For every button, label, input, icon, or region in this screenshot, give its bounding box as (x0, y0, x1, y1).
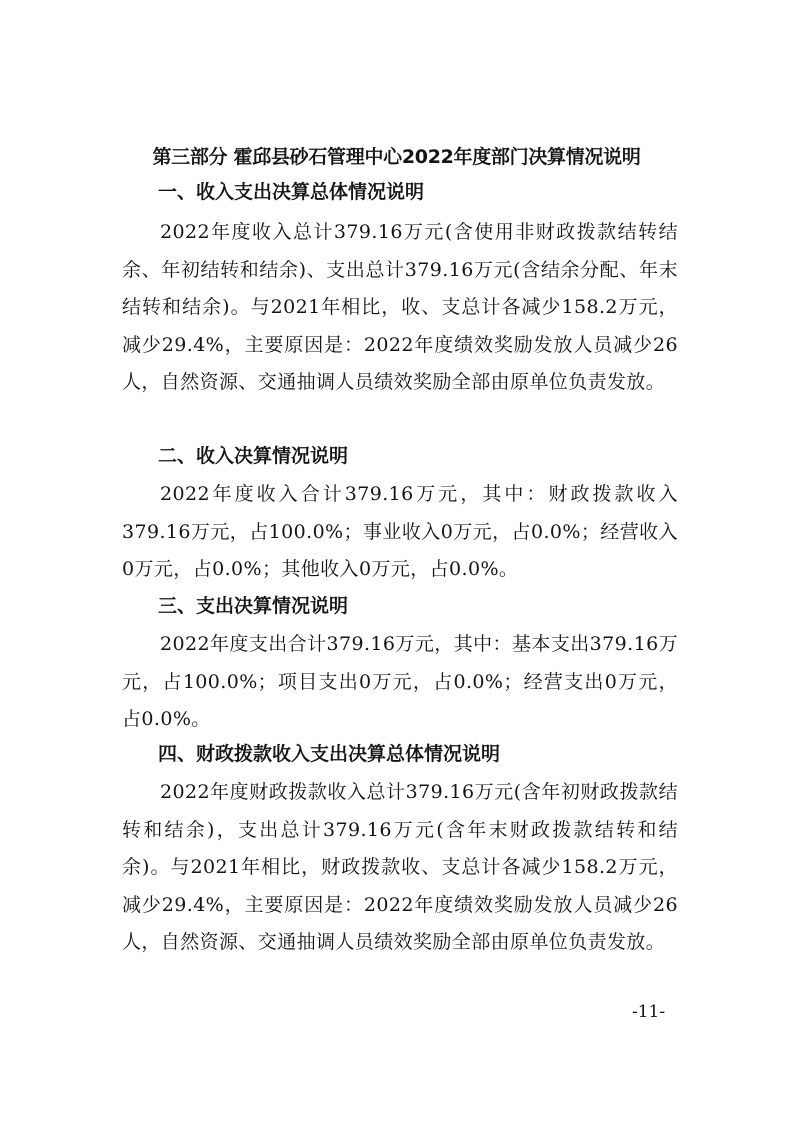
page-number: -11- (632, 1002, 666, 1022)
section-heading-income: 二、收入决算情况说明 (158, 445, 349, 467)
section-heading-expense: 三、支出决算情况说明 (158, 595, 349, 617)
section-body-income: 2022年度收入合计379.16万元，其中：财政拨款收入379.16万元，占100.0%；事业收入0万元，占0.0%；经营收入0万元，占0.0%；其他收入0万元，占0.0%。 (122, 483, 678, 580)
section-body-fiscal-appropriation: 2022年度财政拨款收入总计379.16万元(含年初财政拨款结转和结余)，支出总计379.16万元(含年末财政拨款结转和结余)。与2021年相比，财政拨款收、支总计各减少158.2万元，减少29.4%，主要原因是：2022年度绩效奖励发放人员减少26人，自然资源、交通抽调人员绩效奖励全部由原单位负责发放。 (122, 781, 678, 953)
section-heading-fiscal-appropriation: 四、财政拨款收入支出决算总体情况说明 (158, 743, 501, 765)
section-body-expense: 2022年度支出合计379.16万元，其中：基本支出379.16万元，占100.0%；项目支出0万元，占0.0%；经营支出0万元，占0.0%。 (122, 633, 678, 730)
section-heading-income-expense-overview: 一、收入支出决算总体情况说明 (158, 181, 425, 203)
section-body-income-expense-overview: 2022年度收入总计379.16万元(含使用非财政拨款结转结余、年初结转和结余)、支出总计379.16万元(含结余分配、年末结转和结余)。与2021年相比，收、支总计各减少158.2万元，减少29.4%，主要原因是：2022年度绩效奖励发放人员减少26人，自然资源、交通抽调人员绩效奖励全部由原单位负责发放。 (122, 221, 678, 393)
document-title: 第三部分 霍邱县砂石管理中心2022年度部门决算情况说明 (152, 146, 641, 168)
